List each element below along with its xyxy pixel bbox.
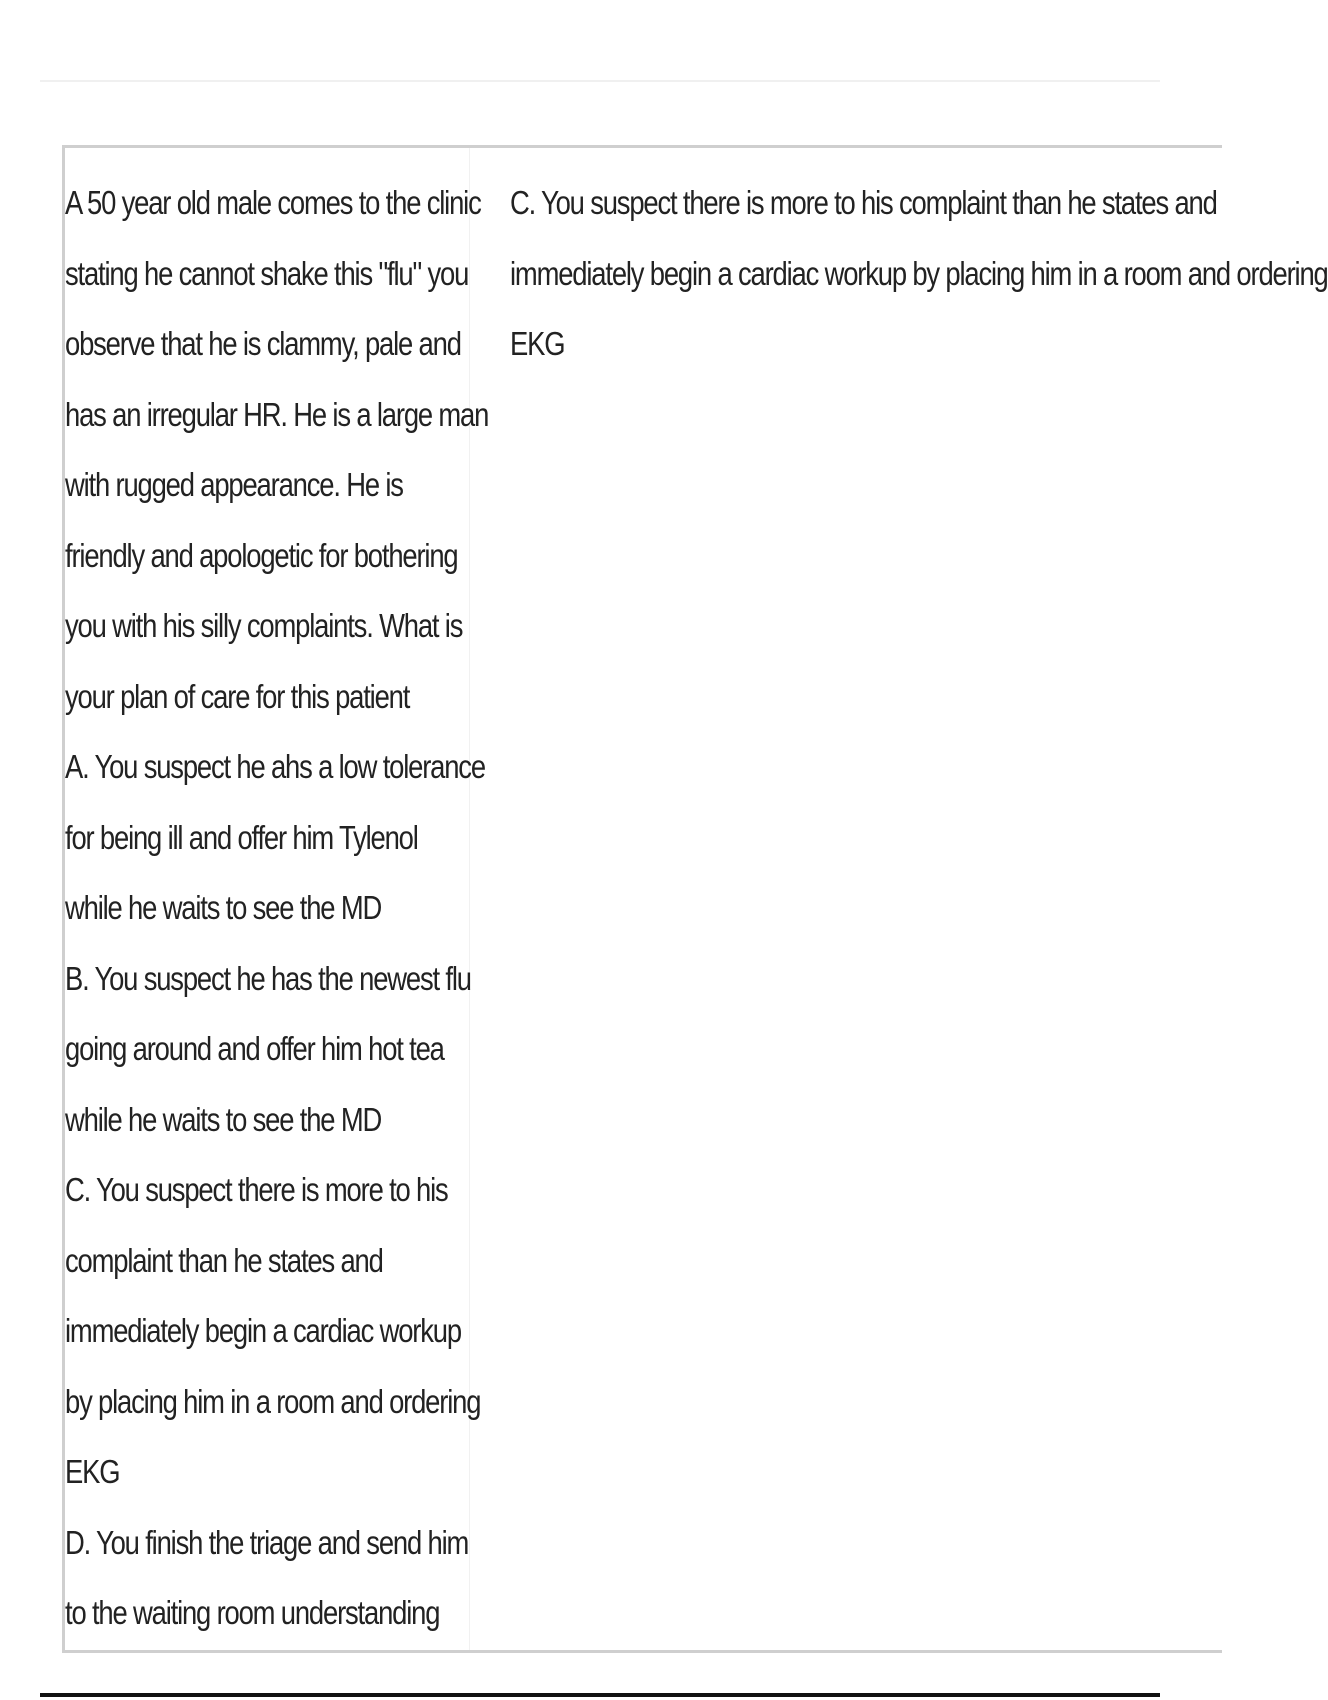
- term-line: immediately begin a cardiac workup: [65, 1312, 461, 1349]
- term-line: to the waiting room understanding: [65, 1594, 440, 1631]
- term-text: [65, 168, 489, 1649]
- term-line: has an irregular HR. He is a large man: [65, 395, 489, 433]
- term-line: A. You suspect he ahs a low tolerance: [65, 748, 485, 785]
- term-line: while he waits to see the MD: [65, 1100, 382, 1138]
- term-line: EKG: [65, 1453, 120, 1490]
- term-line: C. You suspect there is more to his: [65, 1171, 448, 1208]
- flashcard-row[interactable]: [62, 145, 1328, 1653]
- term-line: B. You suspect he has the newest flu: [65, 959, 471, 997]
- top-divider: [40, 80, 1160, 82]
- term-line: going around and offer him hot tea: [65, 1030, 444, 1067]
- term-line: by placing him in a room and ordering: [65, 1382, 481, 1420]
- term-line: observe that he is clammy, pale and: [65, 325, 461, 362]
- term-line: stating he cannot shake this "flu" you: [65, 254, 469, 292]
- term-cell[interactable]: [65, 148, 489, 1650]
- term-line: D. You finish the triage and send him: [65, 1523, 469, 1561]
- definition-line: immediately begin a cardiac workup by placing him in a room and ordering: [510, 254, 1328, 292]
- term-line: A 50 year old male comes to the clinic: [65, 184, 481, 221]
- term-line: friendly and apologetic for bothering: [65, 536, 458, 574]
- term-line: you with his silly complaints. What is: [65, 607, 463, 644]
- term-line: with rugged appearance. He is: [65, 466, 403, 503]
- term-line: while he waits to see the MD: [65, 889, 382, 926]
- definition-text: [510, 168, 1328, 380]
- definition-cell[interactable]: [510, 148, 1328, 1650]
- definition-line: C. You suspect there is more to his complaint than he states and: [510, 184, 1217, 221]
- definition-line: EKG: [510, 325, 565, 362]
- bottom-divider: [40, 1693, 1160, 1697]
- term-line: for being ill and offer him Tylenol: [65, 818, 418, 856]
- term-line: complaint than he states and: [65, 1241, 383, 1279]
- term-line: your plan of care for this patient: [65, 677, 410, 715]
